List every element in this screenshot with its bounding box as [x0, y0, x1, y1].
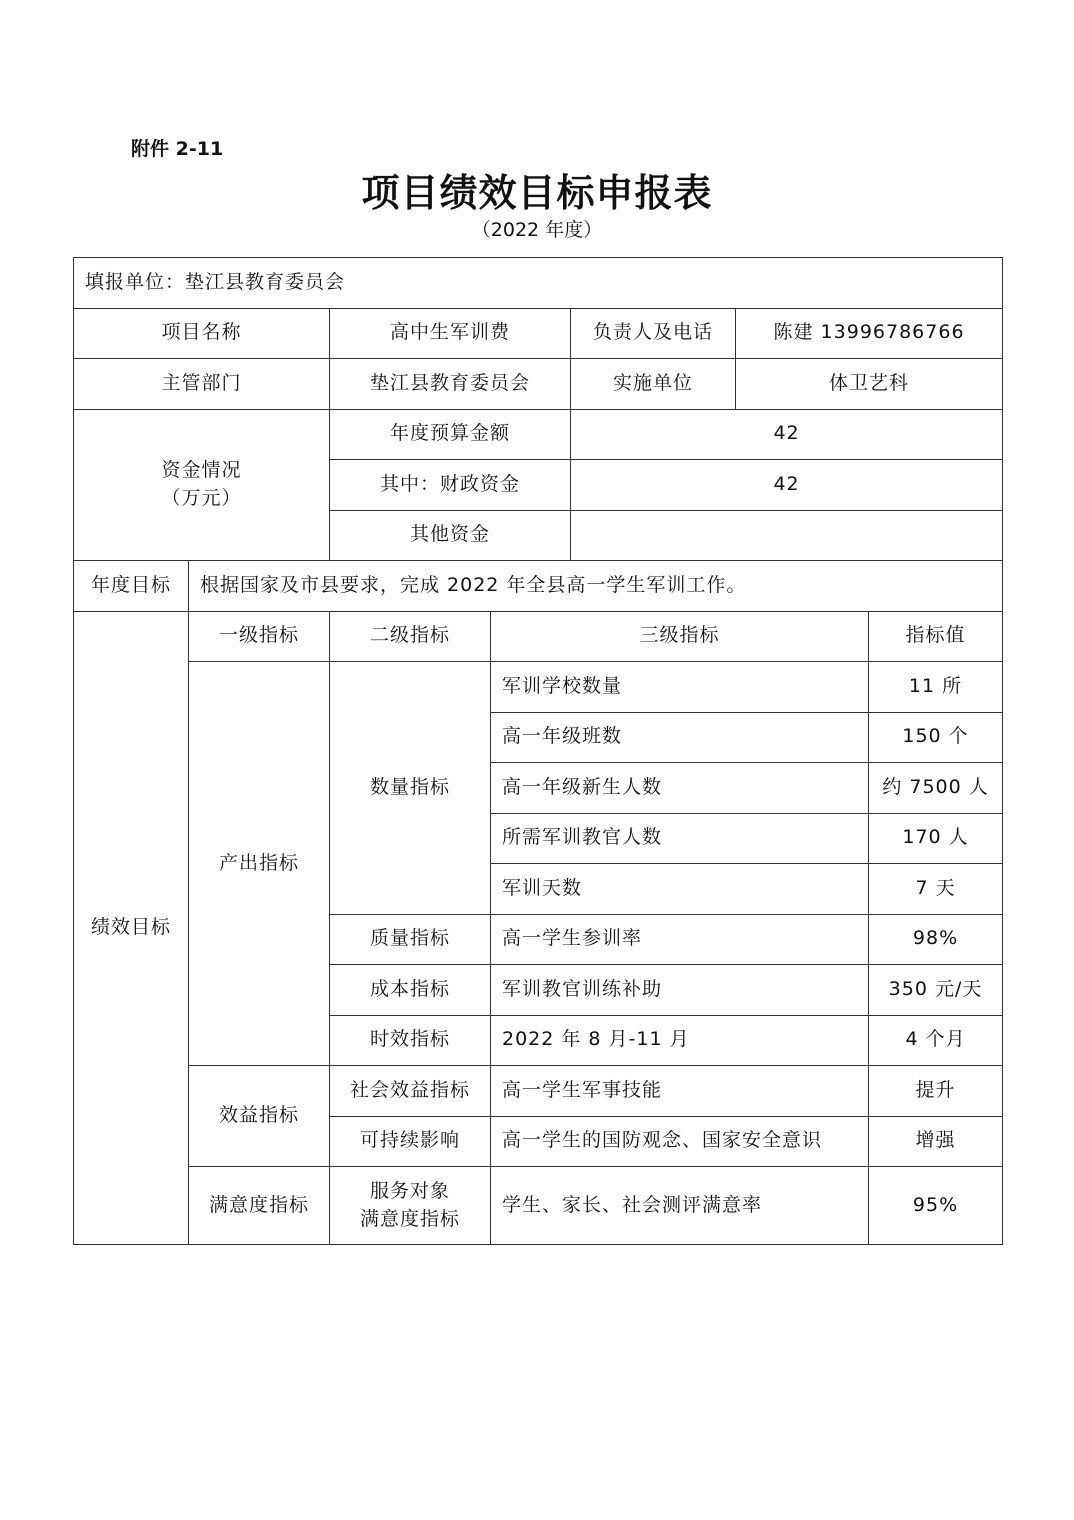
header-value: 指标值	[869, 611, 1003, 662]
indicator-name: 军训天数	[491, 864, 869, 915]
service-satisfaction-label	[330, 1167, 491, 1245]
reporting-unit: 填报单位：垫江县教育委员会	[74, 258, 1003, 309]
indicator-name: 军训学校数量	[491, 662, 869, 713]
funds-unit-text: （万元）	[161, 486, 242, 509]
output-indicator-label: 产出指标	[189, 662, 330, 1066]
annual-goal-label: 年度目标	[74, 561, 189, 612]
header-level1: 一级指标	[189, 611, 330, 662]
header-level3: 三级指标	[491, 611, 869, 662]
performance-label: 绩效目标	[74, 611, 189, 1245]
year-subtitle: （2022 年度）	[471, 219, 603, 241]
indicator-value: 95%	[869, 1167, 1003, 1245]
annual-goal-value: 根据国家及市县要求，完成 2022 年全县高一学生军训工作。	[189, 561, 1003, 612]
indicator-value: 4 个月	[869, 1015, 1003, 1066]
indicator-name: 军训教官训练补助	[491, 965, 869, 1016]
page-title: 项目绩效目标申报表	[361, 170, 713, 215]
indicator-value: 提升	[869, 1066, 1003, 1117]
fiscal-funds-value: 42	[571, 460, 1003, 511]
implementer-value: 体卫艺科	[736, 359, 1003, 410]
other-funds-value	[571, 510, 1003, 561]
department-value: 垫江县教育委员会	[330, 359, 571, 410]
indicator-value: 11 所	[869, 662, 1003, 713]
project-name-value: 高中生军训费	[330, 308, 571, 359]
indicator-name: 高一学生的国防观念、国家安全意识	[491, 1116, 869, 1167]
time-indicator-label: 时效指标	[330, 1015, 491, 1066]
attachment-label: 附件 2-11	[131, 138, 224, 160]
indicator-name: 高一学生参训率	[491, 914, 869, 965]
indicator-value: 7 天	[869, 864, 1003, 915]
annual-budget-label: 年度预算金额	[330, 409, 571, 460]
indicator-name: 高一年级班数	[491, 712, 869, 763]
indicator-value: 170 人	[869, 813, 1003, 864]
department-label: 主管部门	[74, 359, 330, 410]
indicator-value: 98%	[869, 914, 1003, 965]
sustainable-impact-label: 可持续影响	[330, 1116, 491, 1167]
annual-budget-value: 42	[571, 409, 1003, 460]
contact-label: 负责人及电话	[571, 308, 736, 359]
indicator-value: 增强	[869, 1116, 1003, 1167]
indicator-value: 350 元/天	[869, 965, 1003, 1016]
service-label-line1: 服务对象	[369, 1179, 450, 1202]
cost-indicator-label: 成本指标	[330, 965, 491, 1016]
indicator-name: 学生、家长、社会测评满意率	[491, 1167, 869, 1245]
indicator-name: 高一学生军事技能	[491, 1066, 869, 1117]
service-label-line2: 满意度指标	[359, 1207, 460, 1230]
other-funds-label: 其他资金	[330, 510, 571, 561]
funds-label-text: 资金情况	[161, 459, 242, 482]
satisfaction-indicator-label: 满意度指标	[189, 1167, 330, 1245]
implementer-label: 实施单位	[571, 359, 736, 410]
funds-label	[74, 409, 330, 561]
performance-goal-table	[73, 257, 1003, 1245]
quality-indicator-label: 质量指标	[330, 914, 491, 965]
benefit-indicator-label: 效益指标	[189, 1066, 330, 1167]
indicator-name: 所需军训教官人数	[491, 813, 869, 864]
social-benefit-label: 社会效益指标	[330, 1066, 491, 1117]
quantity-indicator-label: 数量指标	[330, 662, 491, 915]
project-name-label: 项目名称	[74, 308, 330, 359]
indicator-name: 高一年级新生人数	[491, 763, 869, 814]
header-level2: 二级指标	[330, 611, 491, 662]
indicator-name: 2022 年 8 月-11 月	[491, 1015, 869, 1066]
indicator-value: 约 7500 人	[869, 763, 1003, 814]
fiscal-funds-label: 其中：财政资金	[330, 460, 571, 511]
contact-value: 陈建 13996786766	[736, 308, 1003, 359]
indicator-value: 150 个	[869, 712, 1003, 763]
